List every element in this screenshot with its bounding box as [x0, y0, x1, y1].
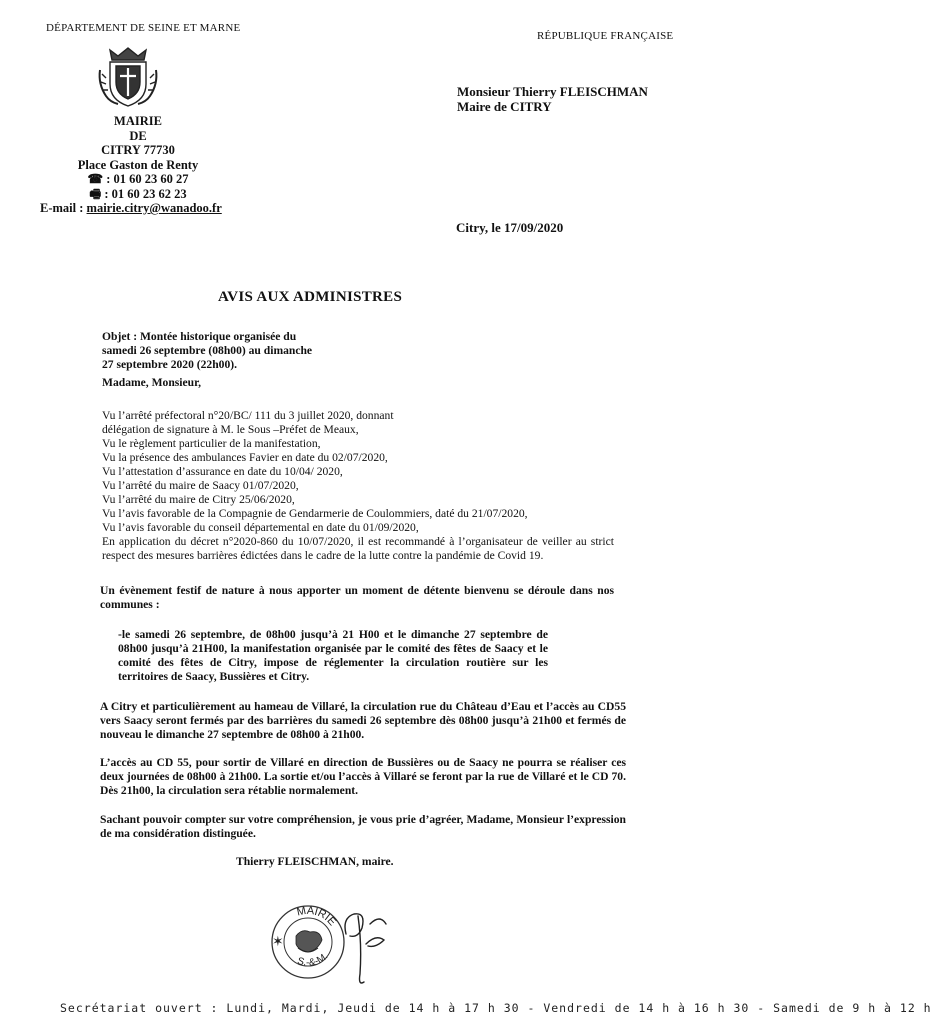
sender-fax: 🖷 : 01 60 23 62 23	[89, 186, 187, 201]
signatory-name: Thierry FLEISCHMAN, maire.	[236, 855, 394, 868]
department-header: DÉPARTEMENT DE SEINE ET MARNE	[46, 22, 241, 34]
consideration-item: Vu l’avis favorable du conseil départemental en date du 01/09/2020,	[102, 521, 419, 534]
email-label: E-mail :	[40, 201, 87, 215]
consideration-item: délégation de signature à M. le Sous –Préfet de Meaux,	[102, 423, 359, 436]
consideration-item: Vu l’arrêté du maire de Saacy 01/07/2020,	[102, 479, 299, 492]
consideration-item: Vu l’arrêté du maire de Citry 25/06/2020,	[102, 493, 295, 506]
salutation: Madame, Monsieur,	[102, 376, 202, 389]
access-paragraph: L’accès au CD 55, pour sortir de Villaré en direction de Bussières ou de Saacy ne pourra se réaliser ces deux journées de 08h00 à 21h00. La sortie et/ou l’accès à Villaré se feront par la rue de Villaré et le CD 70. Dès 21h00, la circulation sera rétablie normalement.	[100, 756, 626, 797]
consideration-item: Vu l’arrêté préfectoral n°20/BC/ 111 du 3 juillet 2020, donnant	[102, 409, 394, 422]
sender-line-2: DE	[129, 128, 147, 143]
sender-block	[40, 114, 236, 201]
schedule-paragraph: -le samedi 26 septembre, de 08h00 jusqu’à 21 H00 et le dimanche 27 septembre de 08h00 jusqu’à 21H00, la manifestation organisée par le comité des fêtes de Saacy et le comité des fêtes de Citry, impose de réglementer la circulation routière sur les territoires de Saacy, Bussières et Citry.	[118, 628, 548, 683]
footer-hours: Secrétariat ouvert : Lundi, Mardi, Jeudi de 14 h à 17 h 30 - Vendredi de 14 h à 16 h 30 - Samedi de 9 h à 12 h	[60, 1001, 932, 1015]
event-paragraph: Un évènement festif de nature à nous apporter un moment de détente bienvenu se déroule dans nos communes :	[100, 584, 614, 611]
svg-text:✶: ✶	[272, 934, 284, 950]
svg-text:MAIRIE	[296, 905, 338, 928]
considerations-list	[102, 409, 614, 563]
recipient-role: Maire de CITRY	[457, 99, 552, 114]
date-line: Citry, le 17/09/2020	[456, 220, 564, 235]
sender-line-3: CITRY 77730	[101, 143, 175, 157]
handwritten-signature	[336, 904, 392, 988]
recipient-block	[457, 84, 648, 114]
sender-address: Place Gaston de Renty	[77, 157, 199, 172]
consideration-item: Vu l’avis favorable de la Compagnie de Gendarmerie de Coulommiers, daté du 21/07/2020,	[102, 507, 528, 520]
fax-icon: 🖷	[89, 186, 102, 201]
decree-paragraph: En application du décret n°2020-860 du 10/07/2020, il est recommandé à l’organisateur de veiller au strict respect des mesures barrières édictées dans le cadre de la lutte contre la pandémie de Covid 19.	[102, 535, 614, 562]
object-line: Objet : Montée historique organisée du samedi 26 septembre (08h00) au dimanche 27 septembre 2020 (22h00).	[102, 330, 313, 371]
consideration-item: Vu le règlement particulier de la manifestation,	[102, 437, 321, 450]
consideration-item: Vu l’attestation d’assurance en date du 10/04/ 2020,	[102, 465, 343, 478]
consideration-item: Vu la présence des ambulances Favier en date du 02/07/2020,	[102, 451, 388, 464]
closing-paragraph: Sachant pouvoir compter sur votre compréhension, je vous prie d’agréer, Madame, Monsieur l’expression de ma considération distinguée.	[100, 813, 626, 840]
republic-header: RÉPUBLIQUE FRANÇAISE	[537, 30, 674, 42]
page-title: AVIS AUX ADMINISTRES	[218, 289, 403, 305]
recipient-name: Monsieur Thierry FLEISCHMAN	[457, 84, 648, 99]
sender-email	[40, 201, 222, 216]
sender-line-1: MAIRIE	[114, 114, 162, 128]
sender-phone: ☎ : 01 60 23 60 27	[87, 172, 189, 186]
svg-text:S.-&-M.	[296, 951, 330, 969]
town-crest-logo	[96, 44, 160, 110]
email-link[interactable]: mairie.citry@wanadoo.fr	[86, 201, 222, 215]
stamp-bottom-text: S.-&-M.	[295, 951, 331, 969]
stamp-top-text: MAIRIE	[295, 904, 339, 929]
phone-icon: ☎	[87, 172, 104, 186]
closure-paragraph: A Citry et particulièrement au hameau de Villaré, la circulation rue du Château d’Eau et l’accès au CD55 vers Saacy seront fermés par des barrières du samedi 26 septembre dès 08h00 jusqu’à 21h00 et fermés de nouveau le dimanche 27 septembre de 08h00 à 21h00.	[100, 700, 626, 741]
